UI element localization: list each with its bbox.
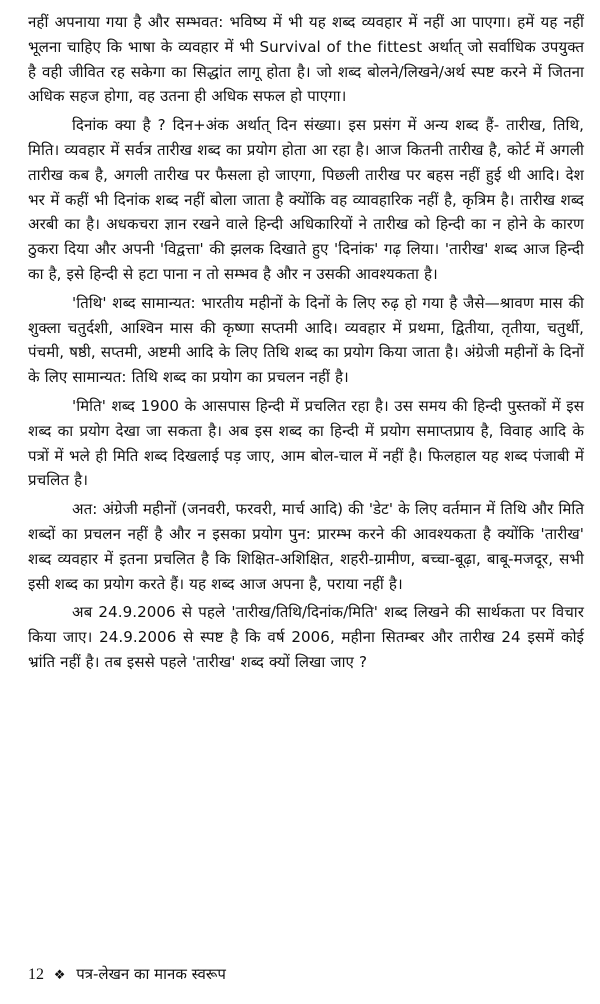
page-number: 12 bbox=[28, 966, 44, 983]
book-title: पत्र-लेखन का मानक स्वरूप bbox=[76, 965, 226, 983]
page-footer bbox=[28, 963, 226, 987]
paragraph-1: नहीं अपनाया गया है और सम्भवत: भविष्य में भी यह शब्द व्यवहार में नहीं आ पाएगा। हमें यह नहीं भूलना चाहिए कि भाषा के व्यवहार में भी Survival of the fittest अर्थात् जो सर्वाधिक उपयुक्त है वही जीवित रह सकेगा का सिद्धांत लागू होता है। जो शब्द बोलने/लिखने/अर्थ स्पष्ट करने में जितना अधिक सहज होगा, वह उतना ही अधिक सफल हो पाएगा। bbox=[28, 13, 584, 106]
body-text bbox=[28, 10, 584, 675]
ornament-icon: ❖ bbox=[53, 968, 66, 983]
paragraph-2: दिनांक क्या है ? दिन+अंक अर्थात् दिन संख्या। इस प्रसंग में अन्य शब्द हैं- तारीख, तिथि, मिति। व्यवहार में सर्वत्र तारीख शब्द का प्रयोग होता आ रहा है। आज कितनी तारीख है, कोर्ट में अगली तारीख कब है, अगली तारीख पर फैसला हो जाएगा, पिछली तारीख पर बहस नहीं हुई थी आदि। देश भर में कहीं भी दिनांक शब्द नहीं बोला जाता है क्योंकि वह व्यावहारिक नहीं है, कृत्रिम है। तारीख शब्द अरबी का है। अधकचरा ज्ञान रखने वाले हिन्दी अधिकारियों ने तारीख को हिन्दी का न होने के कारण ठुकरा दिया और अपनी 'विद्वत्ता' की झलक दिखाते हुए 'दिनांक' गढ़ लिया। 'तारीख' शब्द आज हिन्दी का है, इसे हिन्दी से हटा पाना न तो सम्भव है और न उसकी आवश्यकता है। bbox=[28, 116, 584, 283]
paragraph-3: 'तिथि' शब्द सामान्यत: भारतीय महीनों के दिनों के लिए रुढ़ हो गया है जैसे—श्रावण मास की शुक्ला चतुर्दशी, आश्विन मास की कृष्णा सप्तमी आदि। व्यवहार में प्रथमा, द्वितीया, तृतीया, चतुर्थी, पंचमी, षष्ठी, सप्तमी, अष्टमी आदि के लिए तिथि शब्द का प्रयोग किया जाता है। अंग्रेजी महीनों के दिनों के लिए सामान्यत: तिथि शब्द का प्रयोग का प्रचलन नहीं है। bbox=[28, 293, 584, 387]
document-page bbox=[28, 10, 584, 994]
paragraph-5: अत: अंग्रेजी महीनों (जनवरी, फरवरी, मार्च आदि) की 'डेट' के लिए वर्तमान में तिथि और मिति शब्दों का प्रचलन नहीं है और न इसका प्रयोग पुन: प्रारम्भ करने की आवश्यकता है क्योंकि 'तारीख' शब्द व्यवहार में इतना प्रचलित है कि शिक्षित-अशिक्षित, शहरी-ग्रामीण, बच्चा-बूढ़ा, बाबू-मजदूर, सभी इसी शब्द का प्रयोग करते हैं। यह शब्द आज अपना है, पराया नहीं है। bbox=[28, 500, 584, 593]
paragraph-4: 'मिति' शब्द 1900 के आसपास हिन्दी में प्रचलित रहा है। उस समय की हिन्दी पुस्तकों में इस शब्द का प्रयोग देखा जा सकता है। अब इस शब्द का हिन्दी में प्रयोग समाप्तप्राय है, विवाह आदि के पत्रों में भले ही मिति शब्द दिखलाई पड़ जाए, आम बोल-चाल में नहीं है। फिलहाल यह शब्द पंजाबी में प्रचलित है। bbox=[28, 396, 584, 490]
paragraph-6: अब 24.9.2006 से पहले 'तारीख/तिथि/दिनांक/मिति' शब्द लिखने की सार्थकता पर विचार किया जाए। 24.9.2006 से स्पष्ट है कि वर्ष 2006, महीना सितम्बर और तारीख 24 इसमें कोई भ्रांति नहीं है। तब इससे पहले 'तारीख' शब्द क्यों लिखा जाए ? bbox=[28, 603, 584, 671]
